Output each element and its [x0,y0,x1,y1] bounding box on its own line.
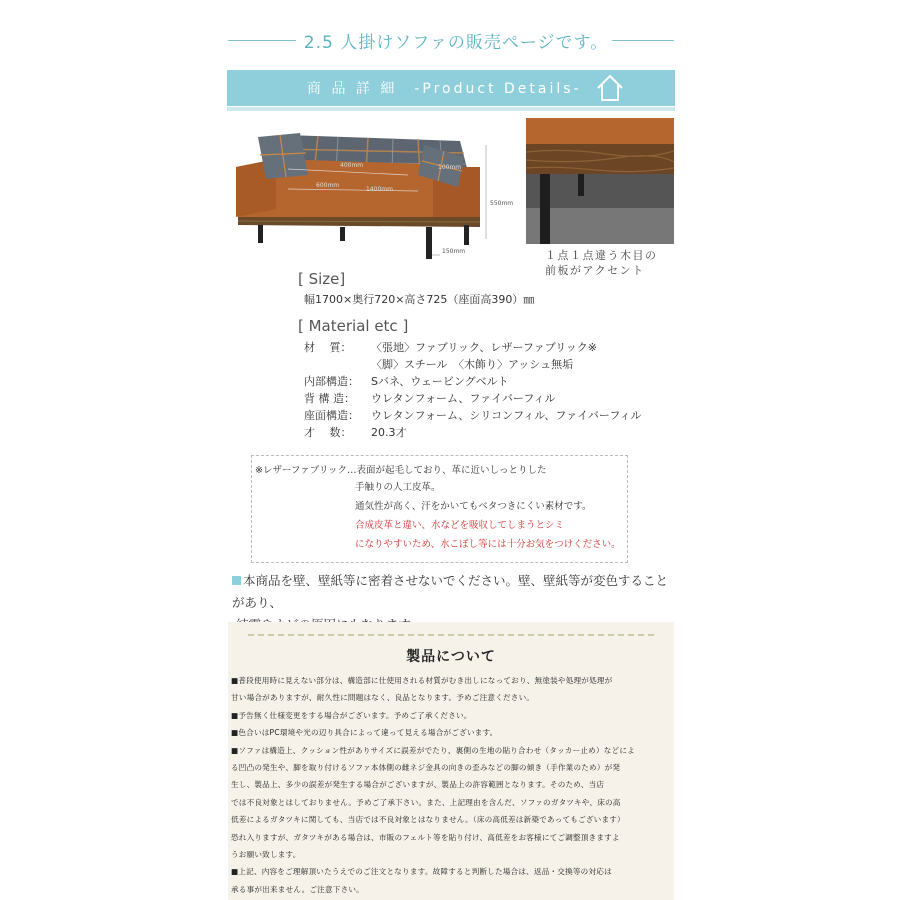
product-note-line: では不良対象とはしておりません。予めご了承下さい。また、上記理由を含んだ、ソファのガタツキや、床の高 [231,797,621,807]
detail-caption-line1: １点１点違う木目の [545,249,658,262]
note-line-1: ※レザーファブリック…表面が起毛しており、革に近いしっとりした [255,465,547,476]
material-value: 〈張地〉ファブリック、レザーファブリック※ [371,341,598,354]
note-line-3: 通気性が高く、汗をかいてもベタつきにくい素材です。 [355,501,592,512]
material-value: 20.3才 [371,426,407,439]
material-label: 座面構造： [304,409,359,422]
material-row [304,373,642,390]
product-note-line: ■色合いはPC環境や光の辺り具合によって違って見える場合がございます。 [231,728,498,738]
product-note-line: 生し、製品上、多少の誤差が発生する場合がございますが、製品上の許容範囲となります。そのため、当店 [231,780,605,790]
material-row [304,356,642,373]
product-notes-body [231,672,671,898]
product-notes-heading: 製品について [406,649,496,665]
product-note-line: ■予告無く仕様変更をする場合がございます。予めご了承ください。 [231,710,472,720]
dashed-divider [248,634,654,636]
sofa-photo [228,117,514,267]
banner-underline [227,107,675,111]
material-row [304,339,642,356]
product-note-line: 恐れ入りますが、ガタツキがある場合は、市販のフェルト等を貼り付け、高低差をお客様にてご調整頂きますよ [231,832,620,842]
detail-caption [545,248,675,278]
product-details-banner [227,70,675,106]
product-note-line: 承る事が出来ません。ご注意下さい。 [231,884,364,894]
product-note-line: うお願い致します。 [231,849,301,859]
material-label: 材 質： [304,341,352,354]
material-label: 背 構 造： [304,392,355,405]
wall-warning-line1 [232,570,672,614]
banner-title: 商 品 詳 細 -Product Details- [307,81,582,97]
material-label [304,356,371,373]
dim-seat-depth-label: 600mm [316,182,340,189]
page-title-bar [0,24,900,56]
material-label: 才 数： [304,426,352,439]
leather-fabric-note [251,455,628,563]
product-note-line: ■ソファは構造上、クッション性がありサイズに誤差がでたり、裏側の生地の貼り合わせ（タッカー止め）などによ [231,745,635,755]
page-title: 2.5 人掛けソファの販売ページです。 [303,33,609,53]
dim-seat-width-label: 1400mm [366,186,393,193]
product-note-line: 低差によるガタツキに関しても、当店では不良対象とはなりません。（床の高低差は新築であってもございます） [231,815,625,825]
product-note-line: る凹凸の発生や、脚を取り付けるソファ本体側の雌ネジ金具の向きの歪みなどの脚の傾き（手作業のため）が発 [231,762,621,772]
note-line-2: 手触りの人工皮革。 [355,482,441,493]
note-warning-line-1: 合成皮革と違い、水などを吸収してしまうとシミ [355,520,565,531]
material-row [304,390,642,407]
wall-warning-text-1: 本商品を壁、壁紙等に密着させないでください。壁、壁紙等が変色することがあり、 [232,573,669,610]
size-heading: [ Size] [298,270,346,288]
material-row [304,407,642,424]
size-text: 幅1700×奥行720×高さ725（座面高390）㎜ [304,293,535,306]
material-value: ウレタンフォーム、ファイバーフィル [371,392,556,405]
square-bullet-icon [232,576,241,585]
material-value: 〈脚〉スチール 〈木飾り〉アッシュ無垢 [371,358,574,371]
material-label: 内部構造： [304,375,359,388]
dim-arm-label: 100mm [438,164,462,171]
material-list [304,339,642,441]
detail-caption-line2: 前板がアクセント [545,264,645,277]
title-line-right [612,40,674,41]
dim-leg-label: 150mm [442,248,466,255]
product-note-line: 甘い場合がありますが、耐久性に問題はなく、良品となります。予めご注意ください。 [231,693,535,703]
product-note-line: ■普段使用時に見えない部分は、構造部に仕使用される材質がむき出しになっており、無塗装や処理が処理が [231,676,613,685]
title-line-left [228,40,296,41]
wood-detail-photo [526,118,674,244]
material-heading: [ Material etc ] [298,317,409,335]
material-value: Sバネ、ウェービングベルト [371,375,509,388]
material-value: ウレタンフォーム、シリコンフィル、ファイバーフィル [371,409,642,422]
material-row [304,424,642,441]
dim-height-label: 550mm [490,200,514,207]
product-note-line: ■上記、内容をご理解頂いたうえでのご注文となります。故障すると判断した場合は、返品・交換等の対応は [231,867,612,877]
product-notes-section [228,622,674,900]
dim-depth-label: 400mm [340,162,364,169]
note-warning-line-2: になりやすいため、水こぼし等には十分お気をつけください。 [355,539,621,550]
house-icon [595,73,625,103]
